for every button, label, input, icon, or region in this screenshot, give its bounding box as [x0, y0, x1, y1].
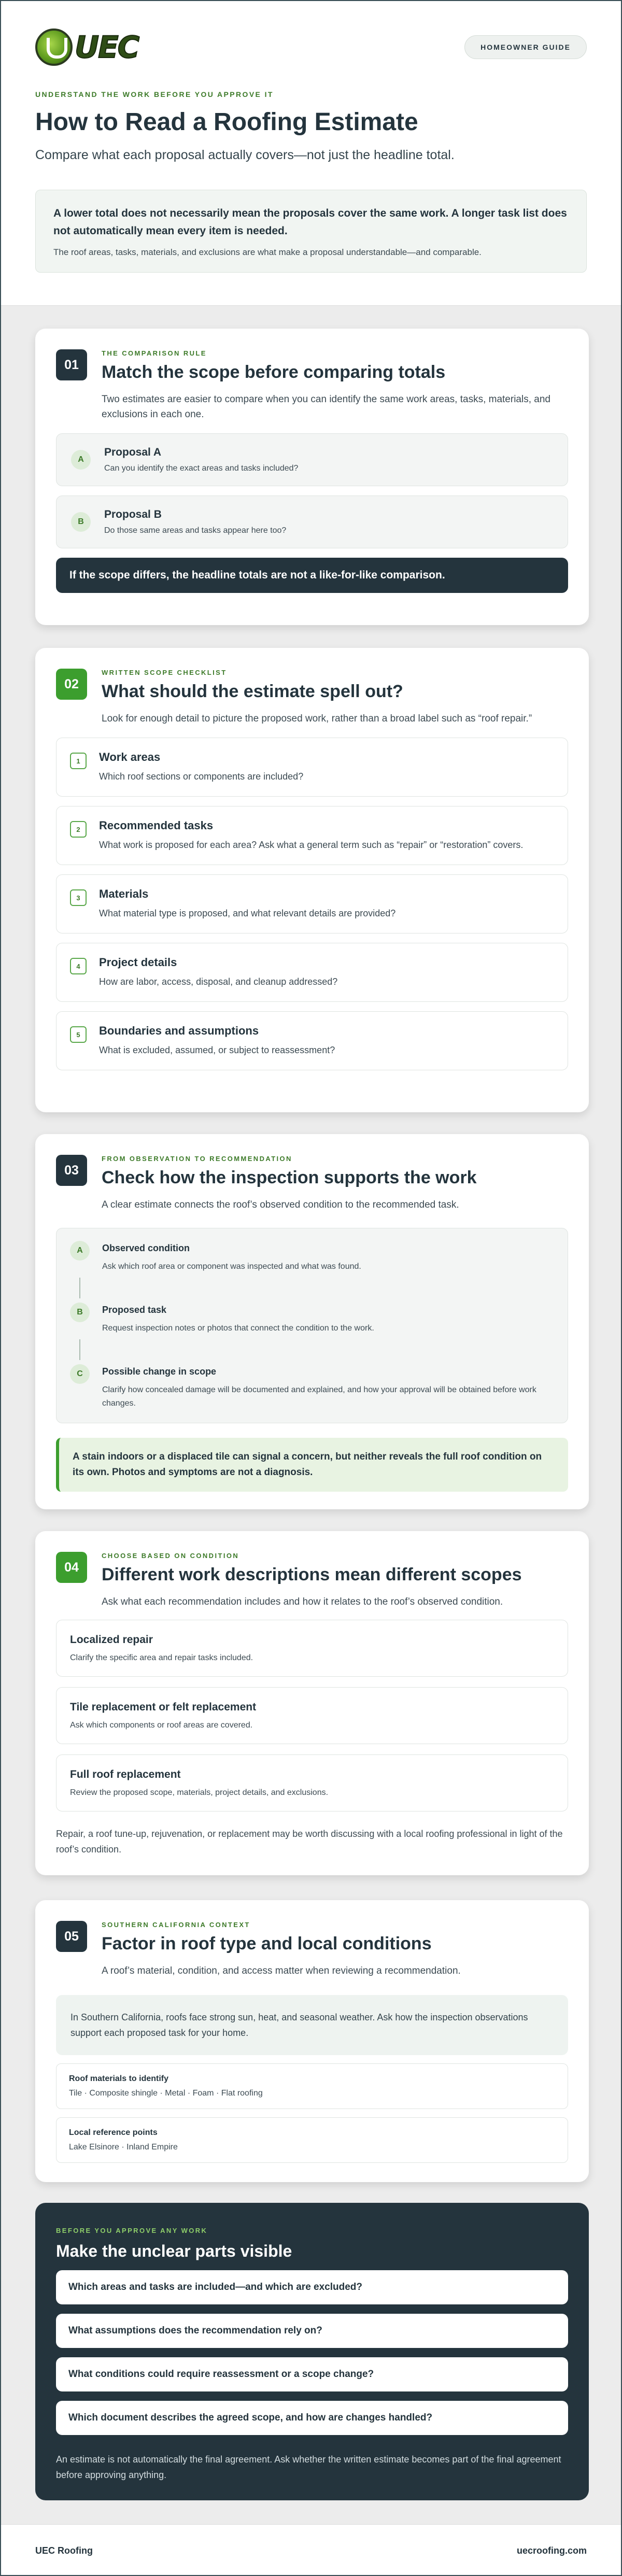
step-desc: Clarify how concealed damage will be documented and explained, and how your approval will be obtained before work changes. [102, 1385, 536, 1408]
section-title: Different work descriptions mean different scopes [102, 1565, 522, 1584]
scope-warning-banner: If the scope differs, the headline totals are not a like-for-like comparison. [56, 558, 568, 593]
checklist-item [56, 943, 568, 1002]
section-inspection [35, 1134, 589, 1509]
checklist-desc: Which roof sections or components are included? [99, 771, 304, 782]
checklist-number: 1 [70, 753, 87, 769]
checklist-number: 2 [70, 821, 87, 838]
footer-website-link[interactable]: uecroofing.com [516, 2545, 587, 2556]
section-work-descriptions [35, 1531, 589, 1875]
scope-title: Localized repair [70, 1634, 153, 1646]
section-eyebrow: THE COMPARISON RULE [102, 349, 207, 357]
section-header [56, 349, 568, 422]
reference-title: Roof materials to identify [69, 2074, 169, 2083]
hero-callout [35, 190, 587, 273]
checklist-number: 4 [70, 958, 87, 974]
cta-footnote: An estimate is not automatically the final agreement. Ask whether the written estimate becomes part of the final agreement before approving anything. [56, 2454, 561, 2480]
page-title: How to Read a Roofing Estimate [35, 108, 418, 136]
proposal-desc: Do those same areas and tasks appear here too? [104, 526, 287, 535]
checklist-item [56, 738, 568, 797]
scope-item [56, 1687, 568, 1744]
page-subtitle: Compare what each proposal actually covers—not just the headline total. [35, 148, 455, 162]
scope-title: Tile replacement or felt replacement [70, 1701, 257, 1713]
approval-checklist [35, 2203, 589, 2500]
section-number: 01 [56, 349, 87, 380]
reference-desc: Lake Elsinore · Inland Empire [69, 2143, 178, 2152]
checklist-number: 5 [70, 1026, 87, 1043]
checklist-desc: How are labor, access, disposal, and cleanup addressed? [99, 976, 338, 987]
scope-desc: Clarify the specific area and repair tasks included. [70, 1653, 253, 1662]
section-header [56, 669, 568, 726]
step-desc: Ask which roof area or component was inspected and what was found. [102, 1262, 361, 1271]
diagnosis-note: A stain indoors or a displaced tile can signal a concern, but neither reveals the full roof condition on its own. Photos and symptoms are not a diagnosis. [56, 1438, 568, 1492]
local-info-box: In Southern California, roofs face strong sun, heat, and seasonal weather. Ask how the inspection observations support each proposed task for your home. [56, 1995, 568, 2055]
reference-item [56, 2117, 568, 2163]
scope-desc: Ask which components or roof areas are covered. [70, 1721, 253, 1730]
logo[interactable] [35, 29, 138, 66]
step-item [70, 1303, 554, 1335]
section-title: Check how the inspection supports the work [102, 1168, 477, 1187]
section-title: Factor in roof type and local conditions [102, 1934, 432, 1954]
step-letter: C [70, 1364, 90, 1384]
guide-badge: HOMEOWNER GUIDE [464, 35, 587, 59]
scope-desc: Review the proposed scope, materials, project details, and exclusions. [70, 1788, 329, 1797]
checklist-title: Recommended tasks [99, 819, 214, 832]
step-item [70, 1241, 554, 1273]
proposal-b [56, 496, 568, 548]
section-scope-checklist [35, 648, 589, 1112]
checklist-desc: What work is proposed for each area? Ask what a general term such as “repair” or “restoration” covers. [99, 840, 524, 850]
proposal-a [56, 433, 568, 486]
question-item: Which document describes the agreed scope, and how are changes handled? [56, 2401, 568, 2435]
section-desc: Ask what each recommendation includes and how it relates to the roof’s observed condition. [102, 1596, 503, 1607]
section-eyebrow: CHOOSE BASED ON CONDITION [102, 1552, 239, 1560]
section-number: 03 [56, 1155, 87, 1186]
question-item: What conditions could require reassessment or a scope change? [56, 2357, 568, 2391]
section-title: What should the estimate spell out? [102, 682, 403, 701]
reference-desc: Tile · Composite shingle · Metal · Foam · Flat roofing [69, 2089, 263, 2098]
step-title: Possible change in scope [102, 1366, 217, 1377]
scope-title: Full roof replacement [70, 1768, 181, 1780]
hero [1, 1, 621, 306]
page-footer [1, 2524, 621, 2576]
section-header [56, 1155, 568, 1212]
checklist-title: Materials [99, 887, 149, 900]
checklist-title: Boundaries and assumptions [99, 1024, 259, 1037]
section-number: 02 [56, 669, 87, 700]
section-eyebrow: WRITTEN SCOPE CHECKLIST [102, 669, 227, 676]
section-desc: Look for enough detail to picture the proposed work, rather than a broad label such as “roof repair.” [102, 713, 532, 724]
question-item: Which areas and tasks are included—and which are excluded? [56, 2270, 568, 2304]
step-desc: Request inspection notes or photos that connect the condition to the work. [102, 1324, 374, 1333]
checklist-item [56, 874, 568, 933]
inspection-steps [56, 1228, 568, 1423]
section-closing: Repair, a roof tune-up, rejuvenation, or replacement may be worth discussing with a local roofing professional in light of the roof’s condition. [56, 1829, 563, 1855]
section-number: 05 [56, 1921, 87, 1952]
callout-small: The roof areas, tasks, materials, and exclusions are what make a proposal understandable—and comparable. [53, 247, 482, 257]
section-compare-scope [35, 329, 589, 625]
checklist-item [56, 1011, 568, 1070]
section-header [56, 1921, 568, 1978]
section-desc: A roof’s material, condition, and access matter when reviewing a recommendation. [102, 1965, 461, 1976]
checklist-desc: What is excluded, assumed, or subject to reassessment? [99, 1045, 335, 1055]
proposal-letter: B [71, 512, 91, 532]
section-number: 04 [56, 1552, 87, 1583]
proposal-title: Proposal B [104, 508, 162, 520]
scope-item [56, 1620, 568, 1677]
section-header [56, 1552, 568, 1609]
section-eyebrow: SOUTHERN CALIFORNIA CONTEXT [102, 1921, 250, 1929]
reference-item [56, 2063, 568, 2109]
step-title: Proposed task [102, 1305, 167, 1315]
proposal-desc: Can you identify the exact areas and tasks included? [104, 464, 299, 473]
cta-title: Make the unclear parts visible [56, 2242, 292, 2260]
proposal-title: Proposal A [104, 446, 162, 458]
footer-company: UEC Roofing [35, 2545, 93, 2556]
step-connector [79, 1339, 80, 1360]
checklist-title: Work areas [99, 751, 161, 763]
section-title: Match the scope before comparing totals [102, 362, 446, 382]
reference-title: Local reference points [69, 2128, 158, 2137]
step-letter: A [70, 1241, 90, 1261]
callout-strong: A lower total does not necessarily mean the proposals cover the same work. A longer task list does not automatically mean every item is needed. [53, 207, 567, 237]
section-local-conditions [35, 1900, 589, 2182]
cta-eyebrow: BEFORE YOU APPROVE ANY WORK [56, 2227, 208, 2234]
section-eyebrow: FROM OBSERVATION TO RECOMMENDATION [102, 1155, 292, 1163]
checklist-desc: What material type is proposed, and what relevant details are provided? [99, 908, 396, 918]
proposal-letter: A [71, 450, 91, 470]
section-desc: A clear estimate connects the roof’s observed condition to the recommended task. [102, 1199, 459, 1210]
step-title: Observed condition [102, 1243, 190, 1253]
logo-text: UEC [75, 30, 139, 65]
checklist-title: Project details [99, 956, 177, 969]
step-letter: B [70, 1303, 90, 1322]
top-bar [35, 27, 587, 67]
scope-item [56, 1754, 568, 1811]
checklist-number: 3 [70, 889, 87, 906]
hero-eyebrow: UNDERSTAND THE WORK BEFORE YOU APPROVE IT [35, 90, 274, 98]
checklist-item [56, 806, 568, 865]
step-connector [79, 1278, 80, 1298]
section-desc: Two estimates are easier to compare when you can identify the same work areas, tasks, materials, and exclusions in each one. [102, 394, 550, 420]
logo-mark-icon [35, 29, 73, 66]
step-item [70, 1364, 554, 1419]
question-item: What assumptions does the recommendation rely on? [56, 2314, 568, 2348]
